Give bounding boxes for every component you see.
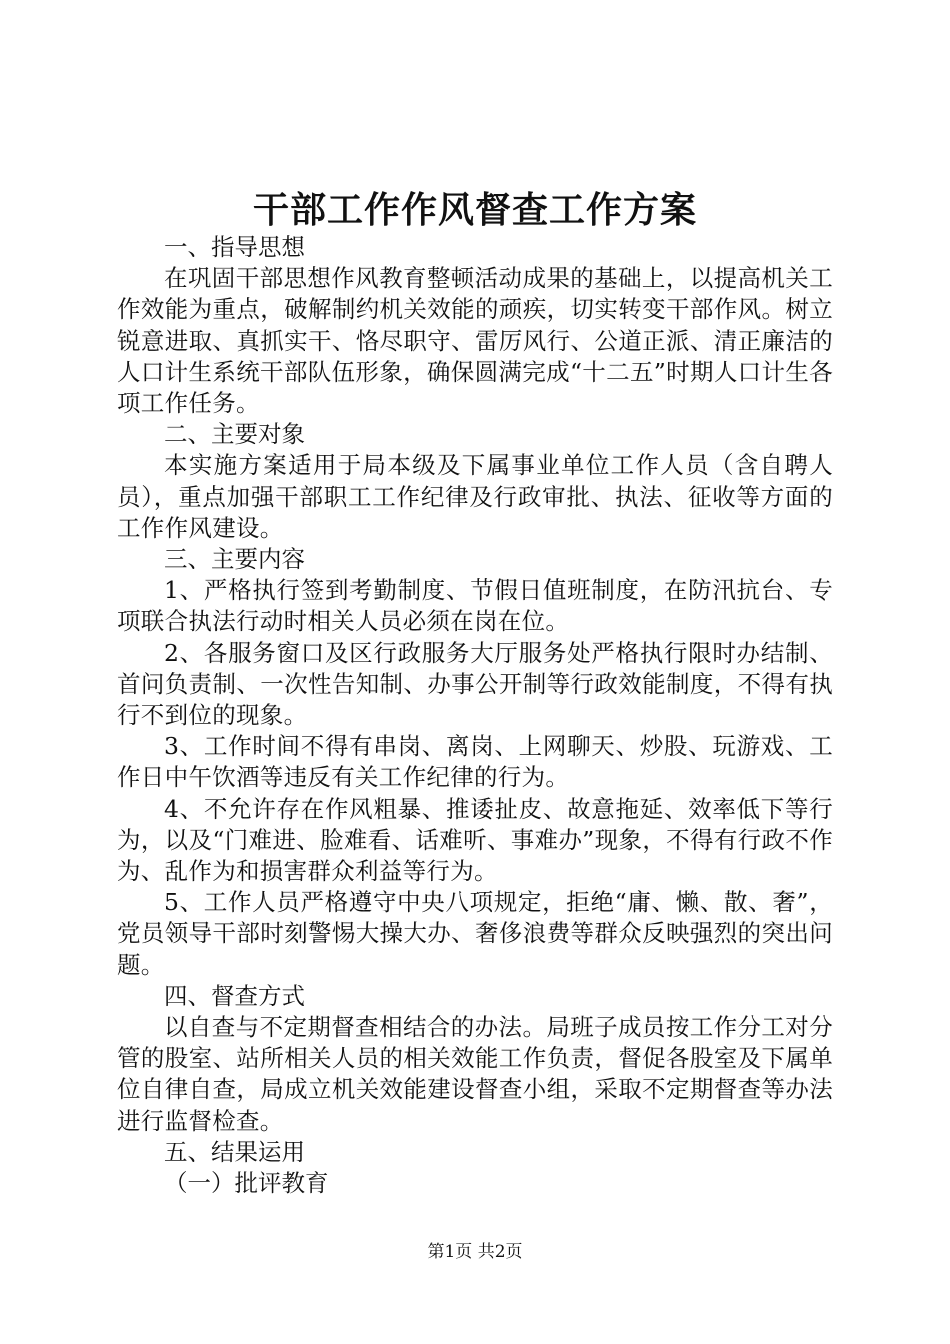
document-body xyxy=(117,232,833,1199)
paragraph: 本实施方案适用于局本级及下属事业单位工作人员（含自聘人员），重点加强干部职工工作纪律及行政审批、执法、征收等方面的工作作风建设。 xyxy=(117,451,833,542)
list-item: 1、严格执行签到考勤制度、节假日值班制度，在防汛抗台、专项联合执法行动时相关人员必须在岗在位。 xyxy=(117,576,833,636)
paragraph: 在巩固干部思想作风教育整顿活动成果的基础上，以提高机关工作效能为重点，破解制约机关效能的顽疾，切实转变干部作风。树立锐意进取、真抓实干、恪尽职守、雷厉风行、公道正派、清正廉洁的人口计生系统干部队伍形象，确保圆满完成“十二五”时期人口计生各项工作任务。 xyxy=(117,264,833,418)
subsection-heading: （一）批评教育 xyxy=(164,1169,329,1198)
list-item: 5、工作人员严格遵守中央八项规定，拒绝“庸、懒、散、奢”，党员领导干部时刻警惕大操大办、奢侈浪费等群众反映强烈的突出问题。 xyxy=(117,888,833,979)
section-heading: 三、主要内容 xyxy=(164,545,305,574)
page-number-footer: 第1页 共2页 xyxy=(427,1242,523,1262)
paragraph: 以自查与不定期督查相结合的办法。局班子成员按工作分工对分管的股室、站所相关人员的相关效能工作负责，督促各股室及下属单位自律自查，局成立机关效能建设督查小组，采取不定期督查等办法进行监督检查。 xyxy=(117,1013,833,1135)
section-heading: 五、结果运用 xyxy=(164,1137,305,1166)
list-item: 3、工作时间不得有串岗、离岗、上网聊天、炒股、玩游戏、工作日中午饮酒等违反有关工作纪律的行为。 xyxy=(117,732,833,792)
section-heading: 四、督查方式 xyxy=(164,981,305,1010)
section-heading: 二、主要对象 xyxy=(164,420,305,449)
document-title: 干部工作作风督查工作方案 xyxy=(252,189,697,231)
list-item: 2、各服务窗口及区行政服务大厅服务处严格执行限时办结制、首问负责制、一次性告知制、办事公开制等行政效能制度，不得有执行不到位的现象。 xyxy=(117,638,833,730)
list-item: 4、不允许存在作风粗暴、推诿扯皮、故意拖延、效率低下等行为，以及“门难进、脸难看、话难听、事难办”现象，不得有行政不作为、乱作为和损害群众利益等行为。 xyxy=(117,794,833,886)
section-heading: 一、指导思想 xyxy=(164,233,305,261)
